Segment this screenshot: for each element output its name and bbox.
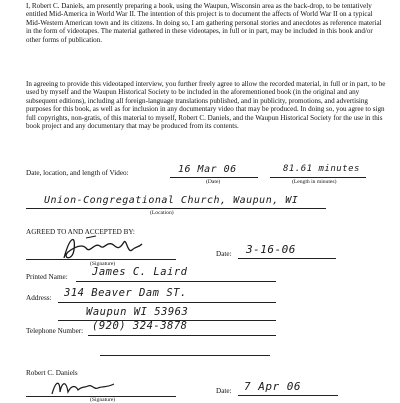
address-line2-value: Waupun WI 53963 bbox=[86, 306, 189, 318]
interviewee-date-line bbox=[238, 258, 336, 259]
video-length-line bbox=[270, 177, 366, 178]
video-date-caption: (Date) bbox=[206, 179, 221, 185]
video-location-value: Union-Congregational Church, Waupun, WI bbox=[44, 195, 299, 206]
section-divider bbox=[100, 355, 270, 356]
video-date-line bbox=[170, 177, 258, 178]
telephone-value: (920) 324-3878 bbox=[92, 320, 188, 332]
interviewee-signature-caption: (Signature) bbox=[90, 261, 116, 267]
address-line1-value: 314 Beaver Dam ST. bbox=[64, 287, 187, 299]
agreed-label: AGREED TO AND ACCEPTED BY: bbox=[26, 228, 135, 236]
interviewer-date-line bbox=[238, 395, 338, 396]
interviewer-signature bbox=[48, 376, 128, 398]
video-length-value: 81.61 minutes bbox=[283, 164, 360, 174]
telephone-line bbox=[88, 335, 276, 336]
agreement-paragraph: In agreeing to provide this videotaped interview, you further freely agree to allow the recorded material, in full or in part, to be used by myself and the Waupun Historical Society to be included in the aforementioned book (in the original and any subsequent editions), including all foreign-language translations published, and in publicity, promotions, and advertising purposes for this book, as well as for inclusion in any documentary video that may be produced. In doing so, you agree to sign full copyrights, non-gratis, of this material to myself, Robert C. Daniels, and the Waupun Historical Society for the use in this book project and any documentary that may be produced from its contents. bbox=[26, 80, 386, 131]
printed-name-label: Printed Name: bbox=[26, 273, 68, 281]
printed-name-value: James C. Laird bbox=[92, 266, 188, 278]
interviewer-date-label: Date: bbox=[216, 387, 232, 395]
address-line1 bbox=[58, 302, 276, 303]
video-date-value: 16 Mar 06 bbox=[178, 164, 237, 175]
address-label: Address: bbox=[26, 294, 52, 302]
video-location-caption: (Location) bbox=[150, 210, 174, 216]
interviewer-date-value: 7 Apr 06 bbox=[244, 380, 301, 393]
video-length-caption: (Length in minutes) bbox=[292, 179, 337, 185]
printed-name-line bbox=[76, 281, 276, 282]
interviewee-date-label: Date: bbox=[216, 250, 232, 258]
interviewer-name: Robert C. Daniels bbox=[26, 369, 78, 377]
interviewee-signature-line bbox=[26, 259, 176, 260]
video-location-line bbox=[26, 208, 326, 209]
video-info-label: Date, location, and length of Video: bbox=[26, 169, 129, 177]
interviewee-date-value: 3-16-06 bbox=[246, 243, 296, 256]
interviewer-signature-caption: (Signature) bbox=[90, 397, 116, 403]
intro-paragraph: I, Robert C. Daniels, am presently preparing a book, using the Waupun, Wisconsin area as the back-drop, to be tentatively entitled Mid-America in World War II. The intention of this project is to document the affects of World War II on a typical Mid-Western American town and its citizens. In doing so, I am gathering personal stories and anecdotes as reference material in the form of videotapes. The material gathered in these videotapes, in full or in part, may be included in this book and/or other forms of publication. bbox=[26, 2, 382, 44]
telephone-label: Telephone Number: bbox=[26, 327, 84, 335]
